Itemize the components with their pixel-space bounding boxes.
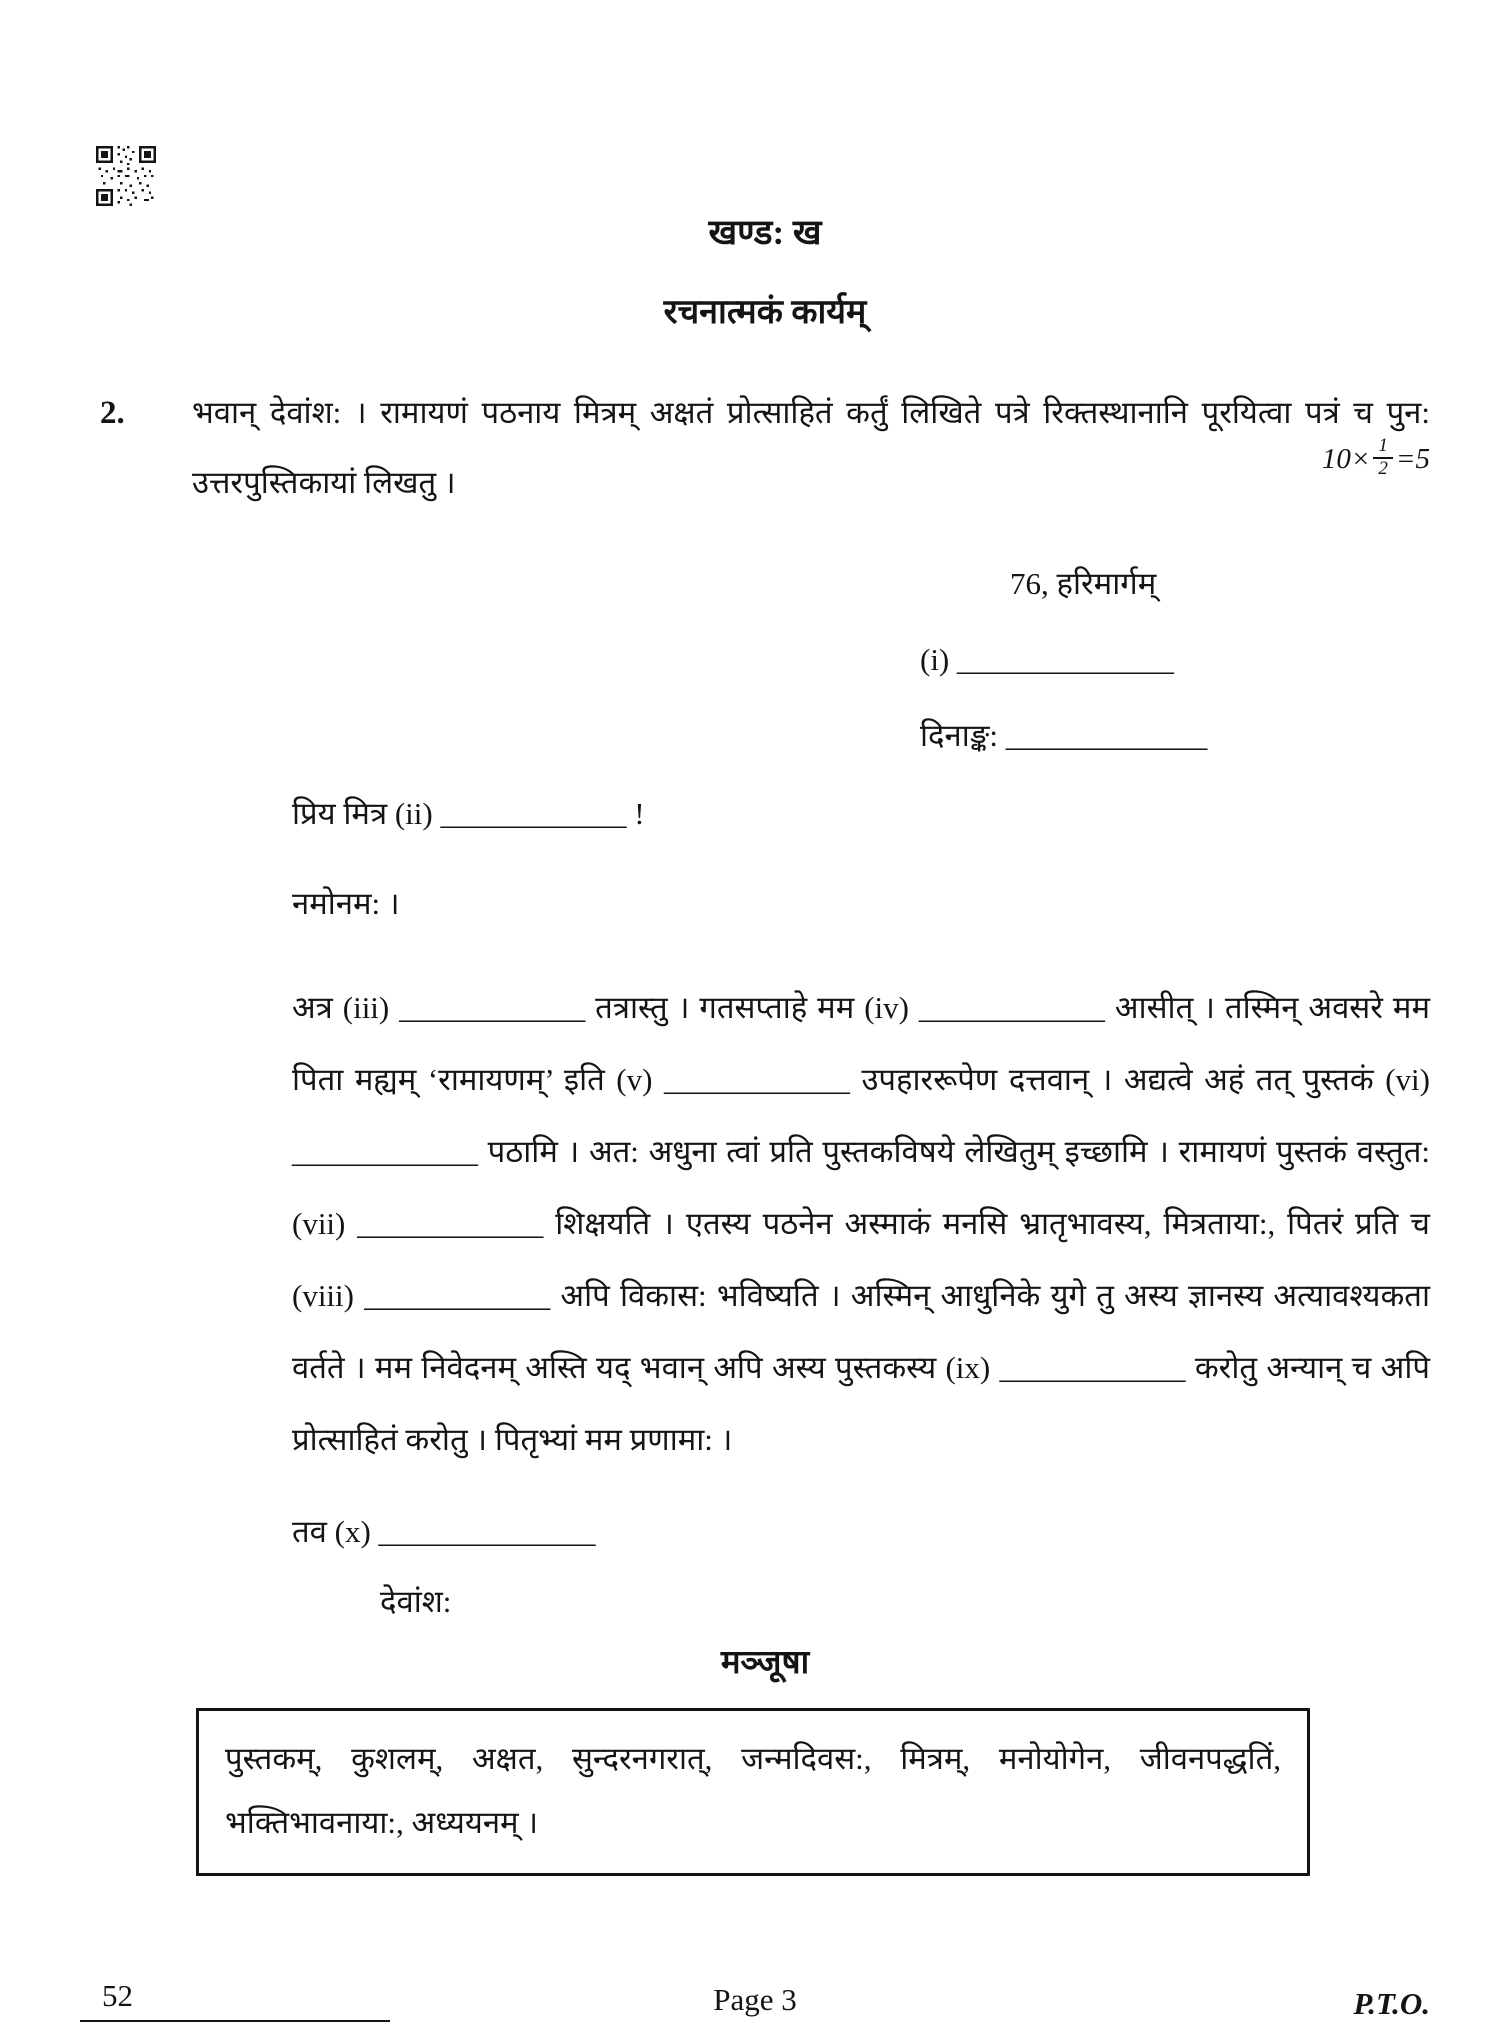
letter [292,546,1430,1632]
question-text: भवान् देवांश: । रामायणं पठनाय मित्रम् अक्षतं प्रोत्साहितं कर्तुं लिखिते पत्रे रिक्तस्थानानि पूरयित्वा पत्रं च पुन: उत्तरपुस्तिकायां लिखतु । [192,395,1430,500]
page-number: Page 3 [713,1982,797,2017]
marks-suffix: =5 [1395,443,1430,476]
fraction-denominator: 2 [1373,457,1393,480]
manjusha-heading: मञ्जूषा [720,1645,810,1681]
marks-fraction [1373,436,1393,479]
letter-address: 76, हरिमार्गम् [1010,566,1157,601]
letter-signature: देवांश: [380,1584,452,1619]
letter-blank-i: (i) ______________ [920,642,1175,677]
section-subheading: रचनात्मकं कार्यम् [663,294,867,331]
manjusha-words: पुस्तकम्, कुशलम्, अक्षत, सुन्दरनगरात्, जन्मदिवस:, मित्रम्, मनोयोगेन, जीवनपद्धतिं, भक्तिभावनाया:, अध्ययनम् । [225,1741,1281,1840]
marks-prefix: 10× [1321,443,1371,476]
letter-address-block [920,546,1430,774]
page-footer [80,1978,1430,2022]
letter-salutation: प्रिय मित्र (ii) ____________ ! [292,796,645,831]
letter-closing: तव (x) ______________ [292,1514,596,1549]
question-marks [1321,435,1430,483]
letter-date-line: दिनाङ्क: _____________ [920,718,1208,753]
question-number: 2. [100,395,125,431]
paper-code-rule [80,1978,390,2022]
letter-paragraph: अत्र (iii) ____________ तत्रास्तु । गतसप्ताहे मम (iv) ____________ आसीत् । तस्मिन् अवसरे मम पिता मह्यम् ‘रामायणम्’ इति (v) ____________ उपहाररूपेण दत्तवान् । अद्यत्वे अहं तत् पुस्तकं (vi) ____________ पठामि । अत: अधुना त्वां प्रति पुस्तकविषये लेखितुम् इच्छामि । रामायणं पुस्तकं वस्तुत: (vii) ____________ शिक्षयति । एतस्य पठनेन अस्माकं मनसि भ्रातृभावस्य, मित्रताया:, पितरं प्रति च (viii) ____________ अपि विकास: भविष्यति । अस्मिन् आधुनिके युगे तु अस्य ज्ञानस्य अत्यावश्यकता वर्तते । मम निवेदनम् अस्ति यद् भवान् अपि अस्य पुस्तकस्य (ix) ____________ करोतु अन्यान् च अपि प्रोत्साहितं करोतु । पितृभ्यां मम प्रणामा: । [292,990,1430,1457]
manjusha-word-box [196,1708,1310,1876]
section-heading: खण्ड: ख [708,213,822,252]
letter-greeting: नमोनम: । [292,886,400,921]
qr-code [96,146,156,206]
question-2 [100,378,1430,518]
pto-label: P.T.O. [1353,1986,1430,2021]
fraction-numerator: 1 [1378,435,1388,456]
paper-code: 52 [102,1978,133,2013]
